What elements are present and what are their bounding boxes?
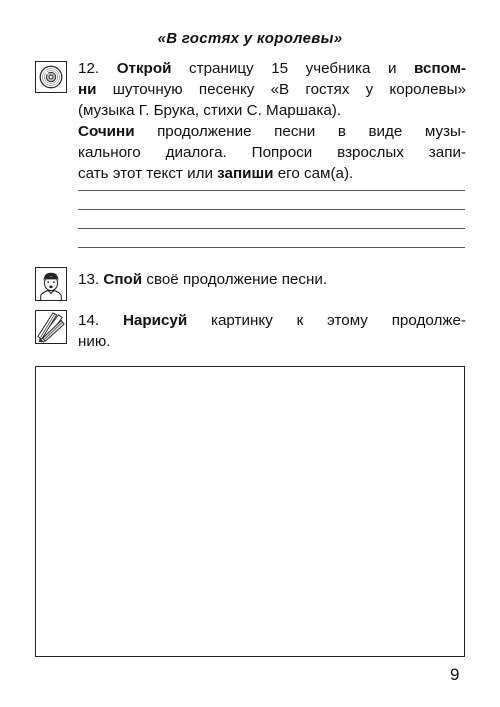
task-14-line-2: нию. xyxy=(78,333,111,350)
task-12-line-3: (музыка Г. Брука, стихи С. Маршака). xyxy=(78,102,342,119)
task-13 xyxy=(78,269,466,290)
task-text: его сам(а). xyxy=(273,165,354,182)
task-12-line-6 xyxy=(78,163,466,184)
task-number: 14. xyxy=(78,312,100,329)
task-14 xyxy=(78,310,466,352)
singing-boy-icon xyxy=(35,267,67,301)
writing-line[interactable] xyxy=(78,247,465,248)
instruction-verb: Нарисуй xyxy=(122,312,188,329)
task-12 xyxy=(78,58,466,184)
task-12-line-1 xyxy=(78,58,466,79)
cd-disc-icon xyxy=(35,61,67,93)
drawing-area[interactable] xyxy=(35,366,465,657)
writing-line[interactable] xyxy=(78,209,465,210)
task-14-line-1 xyxy=(78,310,466,331)
writing-line[interactable] xyxy=(78,228,465,229)
task-text: страницу 15 учебника и xyxy=(171,60,415,77)
instruction-verb: Спой xyxy=(103,271,143,288)
task-13-line-1 xyxy=(78,269,466,290)
task-number: 12. xyxy=(78,60,100,77)
instruction-verb: вспом- xyxy=(414,60,466,77)
instruction-verb: Открой xyxy=(116,60,172,77)
task-text: сать этот текст или xyxy=(78,165,218,182)
page-number: 9 xyxy=(450,665,460,684)
task-number: 13. xyxy=(78,271,100,288)
task-text: картинку к этому продолже- xyxy=(187,312,466,329)
writing-line[interactable] xyxy=(78,190,465,191)
task-12-line-4 xyxy=(78,121,466,142)
task-text: своё продолжение песни. xyxy=(142,271,328,288)
page-title: «В гостях у королевы» xyxy=(157,30,343,47)
task-12-line-2 xyxy=(78,79,466,100)
task-12-line-5: кального диалога. Попроси взрослых запи- xyxy=(78,144,466,161)
task-text: шуточную песенку «В гостях у королевы» xyxy=(96,81,466,98)
instruction-verb: Сочини xyxy=(78,123,135,140)
instruction-verb: ни xyxy=(78,81,97,98)
instruction-verb: запиши xyxy=(217,165,274,182)
pencils-icon xyxy=(35,310,67,344)
task-text: продолжение песни в виде музы- xyxy=(134,123,466,140)
